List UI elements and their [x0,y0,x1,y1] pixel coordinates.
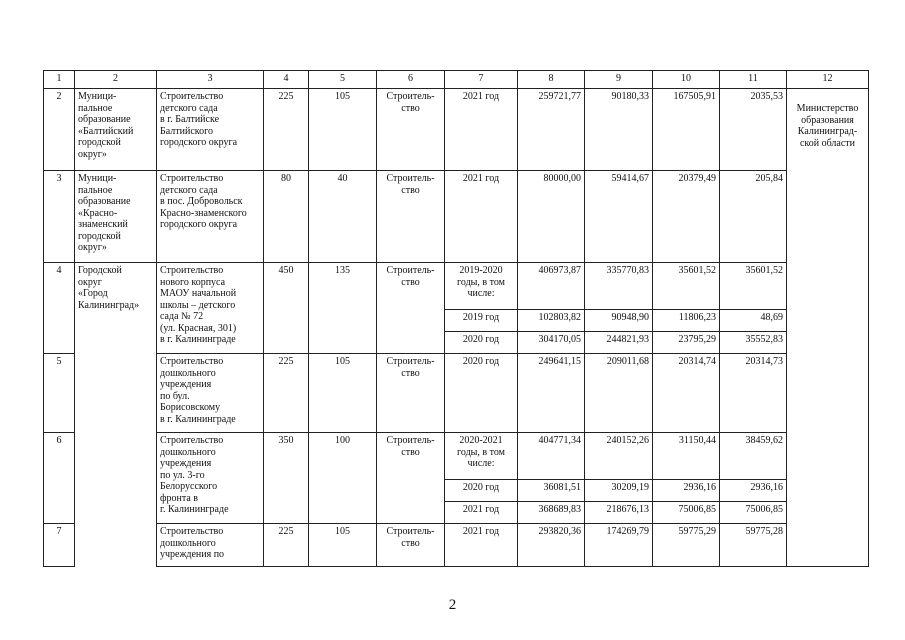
col8-value: 404771,34 [518,433,585,480]
municipality-cell: Муници- пальное образование «Красно- знаменский городской округ» [75,171,157,263]
period-cell: 2020 год [445,480,518,502]
col9-value: 30209,19 [585,480,653,502]
municipality-cell-continued [75,354,157,567]
header-cell: 7 [445,71,518,89]
header-cell: 4 [264,71,309,89]
col10-value: 2936,16 [653,480,720,502]
municipality-cell: Муници- пальное образование «Балтийский городской округ» [75,89,157,171]
budget-table [43,70,869,567]
col9-value: 90180,33 [585,89,653,171]
period-cell: 2021 год [445,524,518,567]
municipality-cell: Городской округ «Город Калининград» [75,263,157,354]
col9-value: 240152,26 [585,433,653,480]
col11-value: 35552,83 [720,332,787,354]
col9-value: 218676,13 [585,502,653,524]
col9-value: 174269,79 [585,524,653,567]
col10-value: 20379,49 [653,171,720,263]
row-number: 5 [44,354,75,433]
table-row [44,524,869,567]
period-cell: 2019-2020 годы, в том числе: [445,263,518,310]
col5-cell: 135 [309,263,377,354]
header-cell: 1 [44,71,75,89]
col8-value: 36081,51 [518,480,585,502]
period-cell: 2020 год [445,354,518,433]
col6-cell: Строитель- ство [377,354,445,433]
table-row [44,171,869,263]
row-number: 3 [44,171,75,263]
col6-cell: Строитель- ство [377,263,445,354]
col4-cell: 80 [264,171,309,263]
col9-value: 209011,68 [585,354,653,433]
col5-cell: 105 [309,89,377,171]
col11-value: 35601,52 [720,263,787,310]
col11-value: 75006,85 [720,502,787,524]
period-cell: 2021 год [445,89,518,171]
col10-value: 23795,29 [653,332,720,354]
col8-value: 249641,15 [518,354,585,433]
col10-value: 59775,29 [653,524,720,567]
col5-cell: 105 [309,524,377,567]
col10-value: 11806,23 [653,310,720,332]
period-cell: 2021 год [445,502,518,524]
row-number: 2 [44,89,75,171]
header-cell: 2 [75,71,157,89]
object-cell: Строительство детского сада в г. Балтийске Балтийского городского округа [157,89,264,171]
col11-value: 48,69 [720,310,787,332]
header-cell: 6 [377,71,445,89]
row-number: 6 [44,433,75,524]
header-cell: 11 [720,71,787,89]
col11-value: 2035,53 [720,89,787,171]
col5-cell: 105 [309,354,377,433]
period-cell: 2020-2021 годы, в том числе: [445,433,518,480]
object-cell: Строительство дошкольного учреждения по [157,524,264,567]
col11-value: 20314,73 [720,354,787,433]
header-cell: 8 [518,71,585,89]
col10-value: 75006,85 [653,502,720,524]
col8-value: 406973,87 [518,263,585,310]
header-row [44,71,869,89]
object-cell: Строительство дошкольного учреждения по ул. 3-го Белорусского фронта в г. Калининграде [157,433,264,524]
object-cell: Строительство детского сада в пос. Добровольск Красно-знаменского городского округа [157,171,264,263]
col6-cell: Строитель- ство [377,433,445,524]
table-row [44,354,869,433]
table-row [44,433,869,480]
col11-value: 205,84 [720,171,787,263]
table-row [44,89,869,171]
page-number: 2 [448,597,457,613]
header-cell: 10 [653,71,720,89]
col8-value: 102803,82 [518,310,585,332]
row-number: 7 [44,524,75,567]
col4-cell: 350 [264,433,309,524]
col10-value: 167505,91 [653,89,720,171]
col11-value: 2936,16 [720,480,787,502]
col4-cell: 225 [264,354,309,433]
col8-value: 259721,77 [518,89,585,171]
period-cell: 2020 год [445,332,518,354]
col8-value: 293820,36 [518,524,585,567]
col5-cell: 100 [309,433,377,524]
col9-value: 90948,90 [585,310,653,332]
col4-cell: 225 [264,524,309,567]
col11-value: 38459,62 [720,433,787,480]
col8-value: 368689,83 [518,502,585,524]
col5-cell: 40 [309,171,377,263]
col4-cell: 225 [264,89,309,171]
header-cell: 12 [787,71,869,89]
header-cell: 5 [309,71,377,89]
col6-cell: Строитель- ство [377,89,445,171]
col9-value: 59414,67 [585,171,653,263]
header-cell: 9 [585,71,653,89]
col10-value: 20314,74 [653,354,720,433]
col8-value: 80000,00 [518,171,585,263]
col4-cell: 450 [264,263,309,354]
col11-value: 59775,28 [720,524,787,567]
col10-value: 31150,44 [653,433,720,480]
col10-value: 35601,52 [653,263,720,310]
col9-value: 335770,83 [585,263,653,310]
period-cell: 2019 год [445,310,518,332]
col6-cell: Строитель- ство [377,171,445,263]
row-number: 4 [44,263,75,354]
col9-value: 244821,93 [585,332,653,354]
object-cell: Строительство нового корпуса МАОУ начальной школы – детского сада № 72 (ул. Красная, 301) в г. Калининграде [157,263,264,354]
col8-value: 304170,05 [518,332,585,354]
header-cell: 3 [157,71,264,89]
col6-cell: Строитель- ство [377,524,445,567]
table-row [44,263,869,310]
period-cell: 2021 год [445,171,518,263]
object-cell: Строительство дошкольного учреждения по бул. Борисовскому в г. Калининграде [157,354,264,433]
responsible-authority-cell: Министерство образования Калининград- ской области [787,89,869,567]
